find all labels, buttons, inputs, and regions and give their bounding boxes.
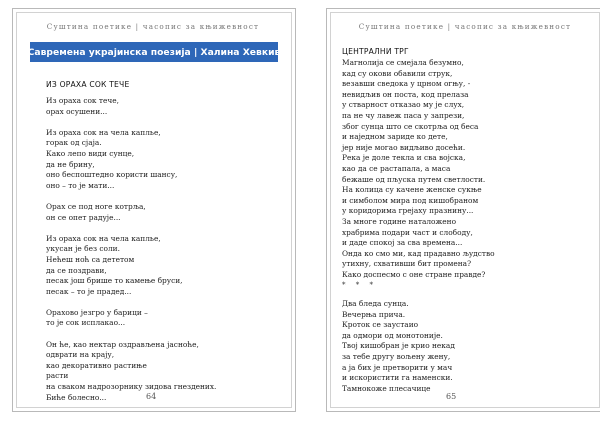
poem-line: Вечерња прича. (342, 309, 406, 319)
poem-line: Како доспесмо с оне стране правде? (342, 269, 486, 279)
poem-line: за тебе другу вољену жену, (342, 351, 451, 361)
poem-text (46, 96, 216, 403)
poem-line: Онда ко смо ми, кад прадавно људство (342, 248, 495, 258)
page-number: 65 (446, 392, 457, 401)
poem-line: и симболом мира под кишобраном (342, 195, 479, 205)
poem-line: он се опет радује... (46, 212, 121, 222)
poem-line (46, 329, 216, 340)
poem-line: везавши сведока у црном огњу, - (342, 79, 471, 89)
poem-line: Орах се под ноге котрља, (46, 201, 146, 211)
poem-line: горак од сјаја. (46, 138, 102, 148)
section-banner: Савремена украјинска поезија | Халина Хевкив (30, 42, 278, 62)
poem-line: Нећеш ноћ са дететом (46, 254, 135, 264)
poem-line: Биће болесно... (46, 392, 107, 402)
poem-line: Кроток се заустаио (342, 320, 419, 330)
poem-line: и наједном зариде ко дете, (342, 132, 448, 142)
poem-line (46, 297, 216, 308)
poem-line: Твој кишобран је крио некад (342, 341, 455, 351)
poem-line: у стварност отказао му је слух, (342, 100, 465, 110)
poem-line: утихну, схвативши бит промена? (342, 259, 472, 269)
poem-line: укусан је без соли. (46, 244, 120, 254)
poem-line: а ја бих је претворити у мач (342, 362, 453, 372)
poem-line: као декоративно растиње (46, 360, 147, 370)
poem-text (342, 58, 495, 280)
poem-line: да одмори од монотоније. (342, 330, 443, 340)
poem-line: песак још брише то камење бруси, (46, 276, 183, 286)
running-head: Суштина поетике | часопис за књижевност (46, 22, 260, 31)
right-page (318, 0, 596, 426)
poem-line: то је сок исплакао... (46, 318, 126, 328)
poem-line: Два бледа сунца. (342, 299, 409, 308)
poem-line: расти (46, 371, 69, 381)
poem-line: бежаше од пљуска путем светлости. (342, 174, 486, 184)
poem-line: кад су окови обавили струк, (342, 68, 453, 78)
poem-title: ИЗ ОРАХА СОК ТЕЧЕ (46, 80, 130, 89)
poem-line: песак – то је прадед... (46, 286, 132, 296)
poem-line: одврати на крају, (46, 350, 115, 360)
poem-line: да не брину, (46, 159, 95, 169)
poem-line: На колица су качене женске сукње (342, 185, 482, 195)
poem-title: ЦЕНТРАЛНИ ТРГ (342, 47, 409, 56)
page-number: 64 (146, 392, 157, 401)
poem-line: и искористити га наменски. (342, 373, 453, 383)
poem-line: на сваком надрозорнику зидова гнездених. (46, 382, 217, 392)
poem-line: као да се растапала, а маса (342, 163, 451, 173)
poem-line: Како лепо види сунце, (46, 148, 135, 158)
poem-line (46, 223, 216, 234)
poem-line: Тамнокоже плесачице (342, 383, 431, 393)
poem-text-second (342, 299, 455, 394)
poem-line: Из ораха сок тече, (46, 96, 119, 105)
poem-line: Река је доле текла и сва војска, (342, 153, 466, 163)
poem-line: да се поздрави, (46, 265, 107, 275)
poem-line: храбрима подари част и слободу, (342, 227, 473, 237)
poem-line: у коридорима грејаху празнину... (342, 206, 474, 216)
section-separator: * * * (342, 281, 377, 289)
left-page (0, 0, 281, 426)
poem-line: Из ораха сок на чела каплье, (46, 233, 161, 243)
poem-line: орах осушени... (46, 106, 108, 116)
poem-line: Из ораха сок на чела каплье, (46, 127, 161, 137)
running-head: Суштина поетике | часопис за књижевност (358, 22, 572, 31)
poem-line: па не чу лавеж паса у запрези, (342, 110, 465, 120)
poem-line: оно – то је мати... (46, 180, 115, 190)
poem-line: Магнолија се смејала безумно, (342, 58, 464, 67)
poem-line (46, 117, 216, 128)
poem-line: За многе године наталожено (342, 216, 457, 226)
poem-line: јер није могао видљиво досећи. (342, 142, 466, 152)
poem-line (46, 191, 216, 202)
poem-line: оно беспоштедно користи шансу, (46, 170, 178, 180)
poem-line: Он ће, као нектар оздрављена јасноће, (46, 339, 199, 349)
poem-line: због сунца што се скотрља од беса (342, 121, 479, 131)
poem-line: и даде спокој за сва времена... (342, 238, 463, 248)
poem-line: невидљив он поста, код прелаза (342, 89, 469, 99)
poem-line: Орахово језгро у барици – (46, 307, 148, 317)
